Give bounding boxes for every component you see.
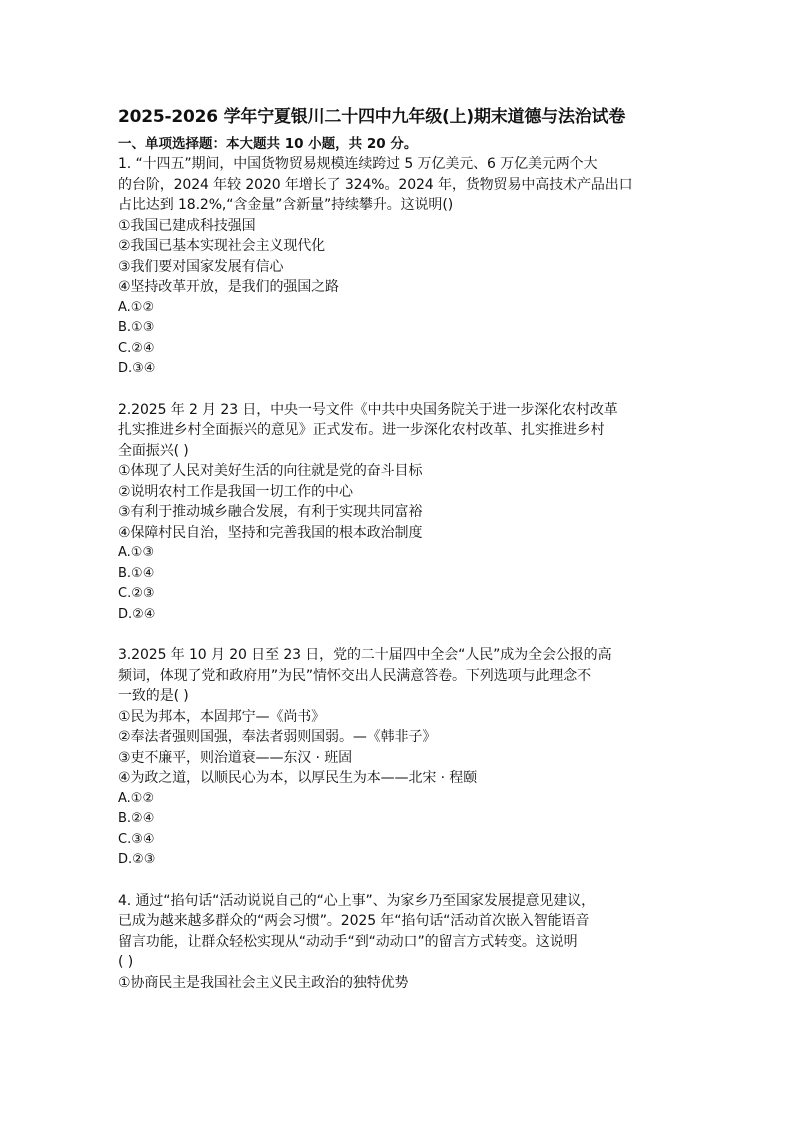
question-spacer [118,380,684,400]
question-3 [118,645,684,871]
question-spacer [118,625,684,645]
statement-item: ③我们要对国家发展有信心 [118,258,284,275]
answer-option: D.②③ [118,852,156,867]
statement-item: ③吏不廉平，则治道衰——东汉 · 班固 [118,749,353,766]
statement-item: ②我国已基本实现社会主义现代化 [118,238,326,254]
question-1 [118,154,684,380]
question-stem-line: 留言功能，让群众轻松实现从“动动手“到“动动口”的留言方式转变。这说明 [118,933,578,950]
question-stem-line: 占比达到 18.2%,“含金量”含新量”持续攀升。这说明() [118,197,454,213]
statement-item: ④为政之道，以顺民心为本，以厚民生为本——北宋 · 程颐 [118,770,478,786]
answer-option: A.①② [118,790,155,806]
statement-item: ①民为邦本，本固邦宁—《尚书》 [118,708,326,725]
question-stem-line: 2.2025 年 2 月 23 日，中央一号文件《中共中央国务院关于进一步深化农村改革 [118,401,618,418]
answer-option: C.③④ [118,831,155,847]
question-2 [118,400,684,626]
document-content [118,104,684,993]
answer-option: C.②④ [118,340,155,356]
answer-option: D.③④ [118,361,156,376]
statement-item: ③有利于推动城乡融合发展，有利于实现共同富裕 [118,504,423,520]
section-heading: 一、单项选择题：本大题共 10 小题，共 20 分。 [118,136,418,152]
statement-item: ④保障村民自治，坚持和完善我国的根本政治制度 [118,524,423,541]
answer-option: A.①③ [118,545,155,560]
statement-item: ④坚持改革开放，是我们的强国之路 [118,279,339,295]
question-4 [118,891,684,994]
statement-item: ①协商民主是我国社会主义民主政治的独特优势 [118,974,409,991]
statement-item: ①我国已建成科技强国 [118,217,256,234]
answer-option: B.②④ [118,811,155,826]
question-stem-line: 3.2025 年 10 月 20 日至 23 日，党的二十届四中全会“人民”成为全会公报的高 [118,647,612,663]
question-stem-line: 已成为越来越多群众的“两会习惯”。2025 年“掐句话“活动首次嵌入智能语音 [118,913,590,929]
question-stem-line: 全面振兴( ) [118,442,189,459]
answer-option: D.②④ [118,606,156,622]
question-stem-line: 一致的是( ) [118,688,189,704]
statement-item: ②奉法者强则国强，奉法者弱则国弱。—《韩非子》 [118,729,437,745]
question-stem-line: 的台阶，2024 年较 2020 年增长了 324%。2024 年，货物贸易中高技术产品出口 [118,176,633,193]
question-spacer [118,871,684,891]
question-stem-line: 4. 通过“掐句话“活动说说自己的“心上事”、为家乡乃至国家发展提意见建议， [118,892,596,909]
question-stem-line: ( ) [118,954,134,970]
answer-option: A.①② [118,299,155,315]
question-stem-line: 频词，体现了党和政府用”为民”情怀交出人民满意答卷。下列选项与此理念不 [118,667,592,684]
statement-item: ②说明农村工作是我国一切工作的中心 [118,483,353,500]
statement-item: ①体现了人民对美好生活的向往就是党的奋斗目标 [118,463,423,479]
answer-option: B.①④ [118,565,155,581]
exam-title: 2025-2026 学年宁夏银川二十四中九年级(上)期末道德与法治试卷 [118,107,626,127]
question-stem-line: 扎实推进乡村全面振兴的意见》正式发布。进一步深化农村改革、扎实推进乡村 [118,422,605,438]
answer-option: B.①③ [118,320,155,335]
question-stem-line: 1. “十四五”期间，中国货物贸易规模连续跨过 5 万亿美元、6 万亿美元两个大 [118,156,598,172]
answer-option: C.②③ [118,586,155,601]
